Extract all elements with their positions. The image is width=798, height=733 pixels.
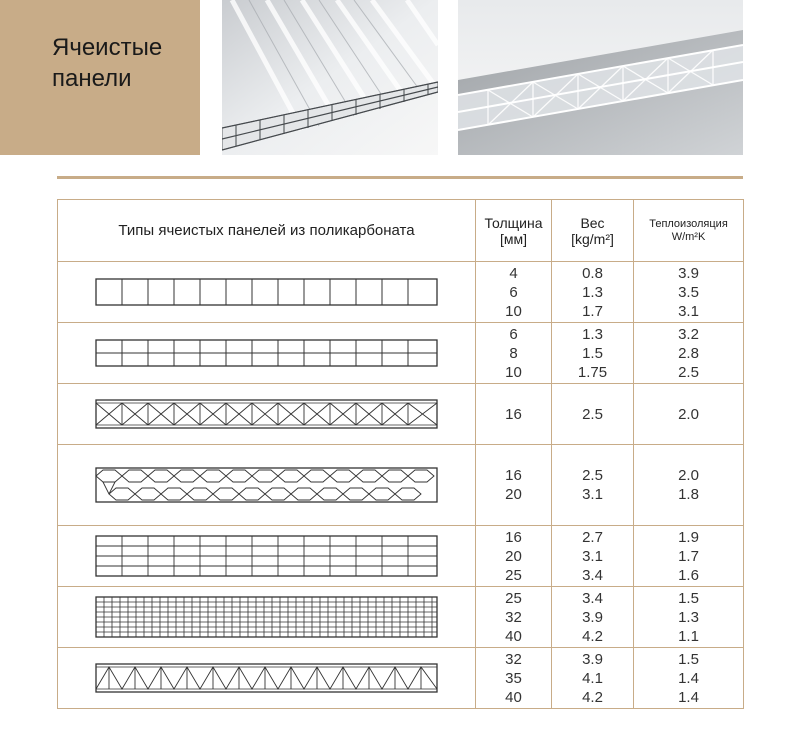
- diagram-dense-grid: [58, 587, 476, 648]
- diagram-four-wall: [58, 526, 476, 587]
- header-weight: Вес [kg/m²]: [552, 200, 634, 262]
- cell-thickness: 32 35 40: [476, 648, 552, 709]
- cell-thickness: 16 20: [476, 445, 552, 526]
- table-row: [58, 445, 744, 526]
- cell-weight: 0.8 1.3 1.7: [552, 262, 634, 323]
- cell-weight: 1.3 1.5 1.75: [552, 323, 634, 384]
- table-header-row: [58, 200, 744, 262]
- cell-weight: 2.5: [552, 384, 634, 445]
- panel-photo-closeup: [222, 0, 438, 155]
- cell-thickness: 25 32 40: [476, 587, 552, 648]
- header-thickness: Толщина [мм]: [476, 200, 552, 262]
- divider: [57, 176, 743, 179]
- cell-insulation: 1.5 1.3 1.1: [634, 587, 744, 648]
- cell-thickness: 4 6 10: [476, 262, 552, 323]
- panel-spec-table: [57, 199, 744, 709]
- table-row: [58, 323, 744, 384]
- title-box: [0, 0, 200, 155]
- panel-photo-structure: [458, 0, 743, 155]
- cell-insulation: 2.0: [634, 384, 744, 445]
- page-title: Ячеистые панели: [52, 34, 163, 92]
- cell-insulation: 1.9 1.7 1.6: [634, 526, 744, 587]
- cell-insulation: 2.0 1.8: [634, 445, 744, 526]
- header-panel-type: Типы ячеистых панелей из поликарбоната: [58, 200, 476, 262]
- table-row: [58, 526, 744, 587]
- cell-weight: 3.4 3.9 4.2: [552, 587, 634, 648]
- table-row: [58, 262, 744, 323]
- diagram-single-wall: [58, 262, 476, 323]
- cell-thickness: 16: [476, 384, 552, 445]
- cell-thickness: 6 8 10: [476, 323, 552, 384]
- table-row: [58, 384, 744, 445]
- header-insulation: Теплоизоляция W/m²K: [634, 200, 744, 262]
- cell-insulation: 3.9 3.5 3.1: [634, 262, 744, 323]
- cell-thickness: 16 20 25: [476, 526, 552, 587]
- table-row: [58, 648, 744, 709]
- cell-weight: 2.5 3.1: [552, 445, 634, 526]
- diagram-honeycomb: [58, 445, 476, 526]
- diagram-x-structure: [58, 384, 476, 445]
- diagram-triangular-truss: [58, 648, 476, 709]
- cell-weight: 2.7 3.1 3.4: [552, 526, 634, 587]
- diagram-double-wall: [58, 323, 476, 384]
- table-row: [58, 587, 744, 648]
- cell-weight: 3.9 4.1 4.2: [552, 648, 634, 709]
- cell-insulation: 1.5 1.4 1.4: [634, 648, 744, 709]
- cell-insulation: 3.2 2.8 2.5: [634, 323, 744, 384]
